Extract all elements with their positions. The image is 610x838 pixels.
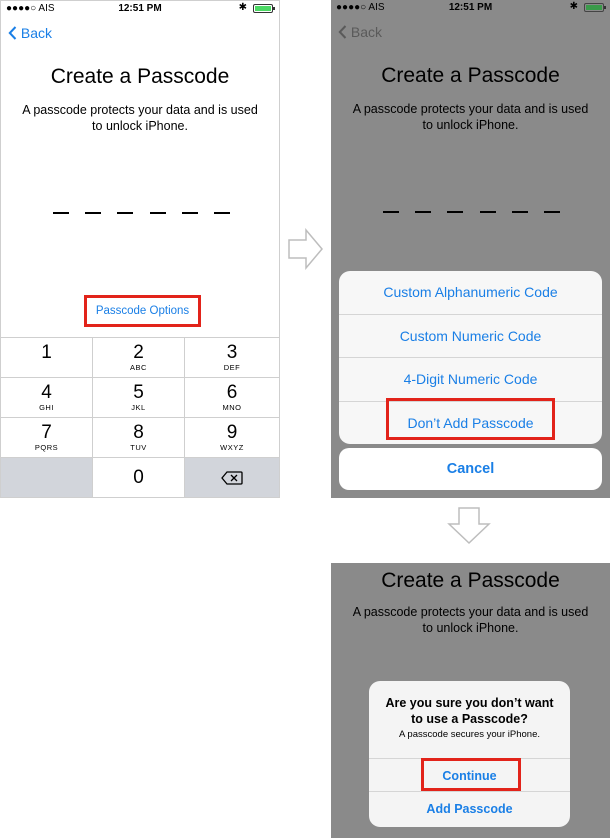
page-title: Create a Passcode	[381, 64, 560, 87]
numeric-keypad	[1, 337, 279, 498]
key-9[interactable]: 9 WXYZ	[185, 418, 279, 458]
key-5[interactable]: 5 JKL	[93, 378, 185, 418]
passcode-digits	[383, 204, 563, 218]
back-label: Back	[350, 24, 383, 40]
page-description	[11, 102, 269, 134]
back-button[interactable]	[8, 25, 52, 41]
alert-title-line: to use a Passcode?	[411, 712, 528, 726]
arrow-down-icon	[447, 507, 491, 545]
key-8[interactable]: 8 TUV	[93, 418, 185, 458]
description-line: to unlock iPhone.	[422, 621, 519, 635]
description-line: to unlock iPhone.	[422, 118, 519, 132]
key-4[interactable]: 4 GHI	[1, 378, 93, 418]
carrier-label: ●●●●○ AIS	[336, 2, 385, 13]
chevron-left-icon	[338, 25, 347, 39]
description-line: A passcode protects your data and is used	[352, 605, 589, 619]
key-1[interactable]: 1	[1, 338, 93, 378]
key-2[interactable]: 2 ABC	[93, 338, 185, 378]
screen-confirm-no-passcode	[331, 563, 610, 838]
battery-icon	[253, 4, 273, 13]
cancel-button[interactable]: Cancel	[339, 448, 602, 490]
key-7[interactable]: 7 PQRS	[1, 418, 93, 458]
arrow-right-icon	[288, 228, 324, 270]
backspace-icon	[221, 471, 243, 485]
status-time: 12:51 PM	[448, 2, 493, 13]
alert-title-line: Are you sure you don’t want	[385, 696, 554, 710]
alert-title	[369, 695, 570, 727]
screen-create-passcode	[0, 0, 280, 498]
continue-button[interactable]: Continue	[369, 758, 570, 793]
carrier-label: ●●●●○ AIS	[6, 3, 55, 14]
chevron-left-icon	[8, 26, 17, 40]
page-title: Create a Passcode	[381, 569, 560, 592]
page-title: Create a Passcode	[50, 65, 230, 88]
add-passcode-button[interactable]: Add Passcode	[369, 791, 570, 826]
page-description	[341, 101, 600, 133]
key-0[interactable]: 0	[93, 458, 185, 498]
highlight-box	[421, 758, 521, 791]
status-time: 12:51 PM	[118, 3, 162, 14]
option-4-digit-numeric[interactable]: 4-Digit Numeric Code	[339, 358, 602, 402]
status-bar	[331, 0, 610, 16]
passcode-digits	[53, 205, 233, 219]
battery-icon	[584, 3, 604, 12]
key-delete[interactable]	[185, 458, 279, 498]
confirm-alert	[369, 681, 570, 827]
key-3[interactable]: 3 DEF	[185, 338, 279, 378]
screen-passcode-options	[331, 0, 610, 498]
status-bar	[1, 1, 279, 17]
key-6[interactable]: 6 MNO	[185, 378, 279, 418]
description-line: to unlock iPhone.	[92, 119, 188, 133]
key-blank	[1, 458, 93, 498]
passcode-options-button[interactable]: Passcode Options	[84, 295, 201, 327]
description-line: A passcode protects your data and is used	[352, 102, 589, 116]
option-custom-alphanumeric[interactable]: Custom Alphanumeric Code	[339, 271, 602, 315]
bluetooth-icon: ✱	[569, 1, 578, 12]
option-dont-add-passcode[interactable]: Don’t Add Passcode	[407, 414, 534, 431]
page-description	[341, 604, 600, 636]
option-custom-numeric[interactable]: Custom Numeric Code	[339, 315, 602, 359]
description-line: A passcode protects your data and is used	[22, 103, 258, 117]
bluetooth-icon: ✱	[238, 2, 247, 13]
alert-message: A passcode secures your iPhone.	[398, 729, 540, 740]
highlight-box	[386, 398, 555, 440]
back-button[interactable]	[338, 24, 382, 40]
back-label: Back	[20, 25, 53, 41]
